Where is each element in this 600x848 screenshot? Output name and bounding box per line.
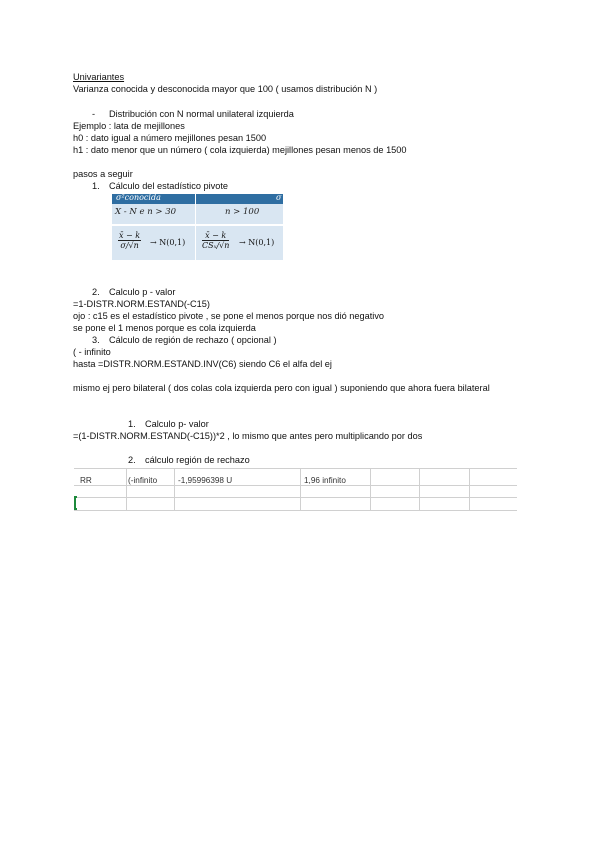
header-left: σ²conocida [116, 193, 161, 202]
grid-line [419, 468, 420, 511]
formula-line: =(1-DISTR.NORM.ESTAND(-C15))*2 , lo mismo que antes pero multiplicando por dos [73, 431, 423, 441]
fraction-denominator: CSₓ/√n [202, 241, 230, 250]
cell-upper-bound: 1,96 infinito [304, 476, 346, 485]
bullet-text: Distribución con N normal unilateral izquierda [109, 109, 294, 119]
grid-line [74, 510, 517, 511]
list-text: Cálculo de región de rechazo ( opcional ) [109, 335, 277, 345]
grid-line [469, 468, 470, 511]
fraction-numerator: x̄ − k [202, 231, 229, 241]
fraction-denominator: σ/√n [120, 241, 139, 250]
row1-right: n > 100 [225, 207, 260, 217]
grid-line [74, 497, 517, 498]
grid-line [174, 468, 175, 511]
grid-line [74, 485, 517, 486]
fraction-numerator: x̄ − k [119, 231, 141, 240]
grid-line [126, 468, 127, 511]
header-right: σ [276, 193, 282, 202]
text-line: hasta =DISTR.NORM.ESTAND.INV(C6) siendo C6 el alfa del ej [73, 359, 332, 369]
text-line: ojo : c15 es el estadístico pivote , se pone el menos porque nos dió negativo [73, 311, 385, 321]
cell-rr: RR [80, 476, 92, 485]
text-line: mismo ej pero bilateral ( dos colas cola izquierda pero con igual ) suponiendo que ahora fuera bilateral [73, 383, 490, 393]
list-number: 2. [128, 455, 136, 465]
row-divider [112, 224, 283, 226]
text-line: h0 : dato igual a número mejillones pesan 1500 [73, 133, 267, 143]
cell-minus-infinity: (-infinito [128, 476, 158, 485]
text-line: pasos a seguir [73, 169, 133, 179]
grid-line [300, 468, 301, 511]
title: Univariantes [73, 72, 125, 82]
text-line: h1 : dato menor que un número ( cola izquierda) mejillones pesan menos de 1500 [73, 145, 407, 155]
list-text: Calculo p- valor [145, 419, 209, 429]
column-divider [195, 194, 196, 260]
list-number: 3. [92, 335, 100, 345]
fraction-result: → N(0,1) [239, 238, 275, 247]
formula-table-image [112, 194, 283, 260]
cell-selection-cursor [74, 496, 77, 510]
text-line: ( - infinito [73, 347, 111, 357]
list-text: Cálculo del estadístico pivote [109, 181, 228, 191]
list-text: Calculo p - valor [109, 287, 176, 297]
list-number: 1. [92, 181, 100, 191]
list-number: 2. [92, 287, 100, 297]
row1-left: X - N e n > 30 [115, 207, 177, 217]
text-line: Varianza conocida y desconocida mayor que 100 ( usamos distribución N ) [73, 84, 378, 94]
fraction-result: → N(0,1) [150, 238, 186, 247]
table-header [112, 194, 283, 204]
text-line: se pone el 1 menos porque es cola izquierda [73, 323, 256, 333]
spreadsheet-image [74, 468, 517, 511]
formula-line: =1-DISTR.NORM.ESTAND(-C15) [73, 299, 210, 309]
fraction-right [202, 231, 229, 250]
list-text: cálculo región de rechazo [145, 455, 250, 465]
fraction-left [118, 231, 141, 250]
grid-line [370, 468, 371, 511]
bullet-marker: - [92, 109, 96, 119]
grid-line [74, 468, 517, 469]
text-line: Ejemplo : lata de mejillones [73, 121, 185, 131]
list-number: 1. [128, 419, 136, 429]
cell-lower-bound: -1,95996398 U [178, 476, 233, 485]
